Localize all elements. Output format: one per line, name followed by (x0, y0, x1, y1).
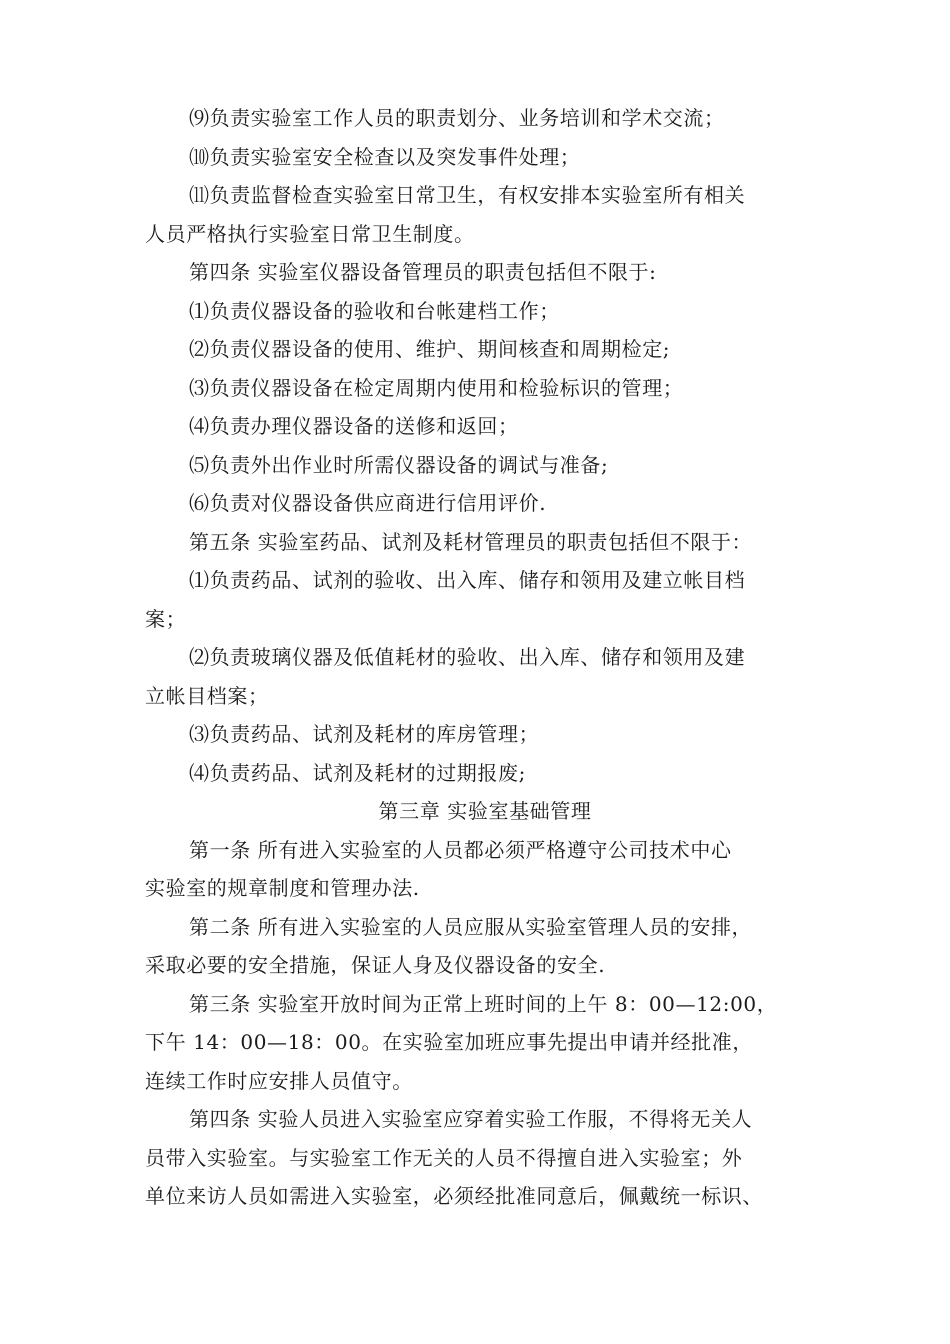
article-heading: 第二条 所有进入实验室的人员应服从实验室管理人员的安排， (189, 915, 753, 939)
text-line: 连续工作时应安排人员值守。 (145, 1069, 413, 1093)
text-line: ⑼负责实验室工作人员的职责划分、业务培训和学术交流； (189, 106, 725, 130)
text-line: 采取必要的安全措施，保证人身及仪器设备的安全. (145, 953, 606, 977)
text-line: ⑾负责监督检查实验室日常卫生，有权安排本实验室所有相关 (189, 183, 746, 207)
text-line: ⑷负责办理仪器设备的送修和返回； (189, 414, 519, 438)
text-line: 实验室的规章制度和管理办法. (145, 876, 420, 900)
article-heading: 第一条 所有进入实验室的人员都必须严格遵守公司技术中心 (189, 838, 732, 862)
text-line: ⑹负责对仪器设备供应商进行信用评价. (189, 491, 547, 515)
text-line: ⑵负责仪器设备的使用、维护、期间核查和周期检定; (189, 337, 671, 361)
article-heading: 第三条 实验室开放时间为正常上班时间的上午 8：00—12:00， (189, 992, 778, 1016)
text-line: ⑴负责仪器设备的验收和台帐建档工作； (189, 299, 560, 323)
text-line: 案； (145, 607, 187, 631)
text-line: 人员严格执行实验室日常卫生制度。 (145, 222, 475, 246)
text-line: ⑴负责药品、试剂的验收、出入库、储存和领用及建立帐目档 (189, 568, 746, 592)
text-line: ⑽负责实验室安全检查以及突发事件处理； (189, 145, 581, 169)
article-heading: 第四条 实验室仪器设备管理员的职责包括但不限于: (189, 260, 657, 284)
text-line: 员带入实验室。与实验室工作无关的人员不得擅自进入实验室；外 (145, 1146, 743, 1170)
article-heading: 第四条 实验人员进入实验室应穿着实验工作服，不得将无关人 (189, 1107, 753, 1131)
article-heading: 第五条 实验室药品、试剂及耗材管理员的职责包括但不限于： (189, 530, 753, 554)
text-line: ⑶负责仪器设备在检定周期内使用和检验标识的管理； (189, 376, 684, 400)
text-line: ⑷负责药品、试剂及耗材的过期报废; (189, 761, 526, 785)
chapter-title: 第三章 实验室基础管理 (378, 799, 592, 823)
text-line: ⑶负责药品、试剂及耗材的库房管理； (189, 722, 540, 746)
text-line: 下午 14：00—18：00。在实验室加班应事先提出申请并经批准， (145, 1030, 753, 1054)
text-line: 单位来访人员如需进入实验室，必须经批准同意后，佩戴统一标识、 (145, 1184, 763, 1208)
text-line: ⑸负责外出作业时所需仪器设备的调试与准备; (189, 453, 609, 477)
text-line: ⑵负责玻璃仪器及低值耗材的验收、出入库、储存和领用及建 (189, 645, 746, 669)
text-line: 立帐目档案； (145, 684, 269, 708)
